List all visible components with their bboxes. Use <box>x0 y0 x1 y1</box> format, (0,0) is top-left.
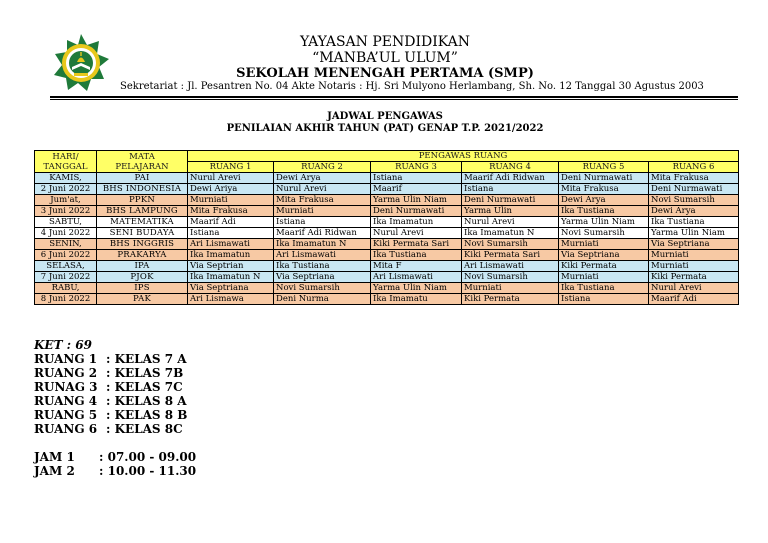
supervisor-cell-room-3: Yarma Ulin Niam <box>371 195 462 206</box>
supervisor-cell-room-5: Yarma Ulin Niam <box>559 217 649 228</box>
header-room-3: RUANG 3 <box>371 162 462 173</box>
header-room-6: RUANG 6 <box>649 162 739 173</box>
table-row <box>35 283 739 294</box>
supervisor-cell-room-4: Ari Lismawati <box>462 261 559 272</box>
table-row <box>35 173 739 184</box>
supervisor-cell-room-3: Ari Lismawati <box>371 272 462 283</box>
supervisor-cell-room-1: Maarif Adi <box>188 217 274 228</box>
supervisor-cell-room-3: Maarif <box>371 184 462 195</box>
supervisor-cell-room-6: Novi Sumarsih <box>649 195 739 206</box>
supervisor-cell-room-5: Murniati <box>559 272 649 283</box>
legend-row <box>34 366 187 380</box>
subject-cell: PJOK <box>97 272 188 283</box>
supervisor-cell-room-5: Novi Sumarsih <box>559 228 649 239</box>
supervisor-cell-room-4: Novi Sumarsih <box>462 272 559 283</box>
legend-row <box>34 394 187 408</box>
table-row <box>35 250 739 261</box>
supervisor-cell-room-3: Yarma Ulin Niam <box>371 283 462 294</box>
supervisor-cell-room-1: Mita Frakusa <box>188 206 274 217</box>
supervisor-cell-room-2: Mita Frakusa <box>274 195 371 206</box>
supervisor-cell-room-5: Ika Tustiana <box>559 206 649 217</box>
time-label: JAM 2 <box>34 464 75 478</box>
day-cell: SABTU, <box>35 217 97 228</box>
school-level: SEKOLAH MENENGAH PERTAMA (SMP) <box>236 66 534 81</box>
supervisor-cell-room-1: Nurul Arevi <box>188 173 274 184</box>
supervisor-cell-room-4: Yarma Ulin <box>462 206 559 217</box>
time-row <box>34 464 196 478</box>
table-row <box>35 228 739 239</box>
supervisor-cell-room-1: Via Septrian <box>188 261 274 272</box>
legend-value: : KELAS 7B <box>106 366 184 380</box>
header-room-1: RUANG 1 <box>188 162 274 173</box>
header-pengawas-ruang: PENGAWAS RUANG <box>188 151 739 162</box>
table-row <box>35 294 739 305</box>
header-day <box>35 151 97 173</box>
legend-value: : KELAS 7 A <box>106 352 187 366</box>
supervisor-cell-room-6: Mita Frakusa <box>649 173 739 184</box>
supervisor-cell-room-2: Deni Nurma <box>274 294 371 305</box>
table-row <box>35 195 739 206</box>
supervisor-cell-room-1: Dewi Ariya <box>188 184 274 195</box>
time-section <box>34 450 196 478</box>
letterhead-rule-thin <box>50 99 738 100</box>
subject-cell: PAK <box>97 294 188 305</box>
schedule-title: JADWAL PENGAWAS <box>327 111 443 122</box>
header-room-2: RUANG 2 <box>274 162 371 173</box>
supervisor-cell-room-4: Kiki Permata Sari <box>462 250 559 261</box>
supervisor-cell-room-2: Murniati <box>274 206 371 217</box>
day-cell: SENIN, <box>35 239 97 250</box>
subject-cell: BHS INGGRIS <box>97 239 188 250</box>
legend-section <box>34 338 187 436</box>
supervisor-cell-room-4: Deni Nurmawati <box>462 195 559 206</box>
schedule-subtitle: PENILAIAN AKHIR TAHUN (PAT) GENAP T.P. 2021/2022 <box>226 123 544 134</box>
time-value: : 07.00 - 09.00 <box>99 450 197 464</box>
supervisor-cell-room-1: Ari Lismawa <box>188 294 274 305</box>
header-subject-line1: MATA <box>129 151 155 162</box>
legend-row <box>34 422 187 436</box>
supervisor-cell-room-3: Nurul Arevi <box>371 228 462 239</box>
supervisor-cell-room-3: Deni Nurmawati <box>371 206 462 217</box>
legend-value: : KELAS 8 B <box>106 408 188 422</box>
subject-cell: MATEMATIKA <box>97 217 188 228</box>
supervisor-cell-room-3: Ika Imamatu <box>371 294 462 305</box>
supervisor-cell-room-3: Istiana <box>371 173 462 184</box>
day-cell: 4 Juni 2022 <box>35 228 97 239</box>
supervisor-cell-room-3: Ika Tustiana <box>371 250 462 261</box>
supervisor-cell-room-2: Ika Tustiana <box>274 261 371 272</box>
header-room-4: RUANG 4 <box>462 162 559 173</box>
supervisor-cell-room-4: Istiana <box>462 184 559 195</box>
org-title: YAYASAN PENDIDIKAN <box>299 34 471 50</box>
day-cell: 8 Juni 2022 <box>35 294 97 305</box>
subject-cell: BHS INDONESIA <box>97 184 188 195</box>
supervisor-cell-room-2: Istiana <box>274 217 371 228</box>
supervisor-cell-room-5: Dewi Arya <box>559 195 649 206</box>
day-cell: 6 Juni 2022 <box>35 250 97 261</box>
supervisor-cell-room-2: Via Septriana <box>274 272 371 283</box>
supervisor-cell-room-4: Ika Imamatun N <box>462 228 559 239</box>
supervisor-cell-room-5: Murniati <box>559 239 649 250</box>
supervisor-cell-room-5: Ika Tustiana <box>559 283 649 294</box>
schedule-body <box>35 173 739 305</box>
legend-value: : KELAS 7C <box>106 380 183 394</box>
supervisor-cell-room-5: Via Septriana <box>559 250 649 261</box>
subject-cell: IPS <box>97 283 188 294</box>
school-name: “MANBA’UL ULUM” <box>312 50 458 66</box>
supervisor-cell-room-5: Kiki Permata <box>559 261 649 272</box>
supervisor-cell-room-1: Ari Lismawati <box>188 239 274 250</box>
header-day-line1: HARI/ <box>52 151 79 162</box>
supervisor-cell-room-2: Ika Imamatun N <box>274 239 371 250</box>
table-row <box>35 184 739 195</box>
supervisor-cell-room-2: Maarif Adi Ridwan <box>274 228 371 239</box>
subject-cell: IPA <box>97 261 188 272</box>
supervisor-cell-room-3: Ika Imamatun <box>371 217 462 228</box>
table-row <box>35 206 739 217</box>
header-subject <box>97 151 188 173</box>
legend-label: RUANG 2 <box>34 366 98 380</box>
supervisor-cell-room-6: Ika Tustiana <box>649 217 739 228</box>
supervisor-cell-room-1: Murniati <box>188 195 274 206</box>
supervisor-cell-room-2: Nurul Arevi <box>274 184 371 195</box>
supervisor-cell-room-1: Istiana <box>188 228 274 239</box>
header-day-line2: TANGGAL <box>43 161 88 172</box>
supervisor-cell-room-6: Deni Nurmawati <box>649 184 739 195</box>
supervisor-cell-room-2: Novi Sumarsih <box>274 283 371 294</box>
supervisor-cell-room-6: Yarma Ulin Niam <box>649 228 739 239</box>
day-cell: 3 Juni 2022 <box>35 206 97 217</box>
supervisor-cell-room-1: Ika Imamatun N <box>188 272 274 283</box>
supervisor-cell-room-2: Dewi Arya <box>274 173 371 184</box>
school-address: Sekretariat : Jl. Pesantren No. 04 Akte Notaris : Hj. Sri Mulyono Herlambang, Sh. No. 12 Tanggal 30 Agustus 2003 <box>120 81 704 92</box>
day-cell: RABU, <box>35 283 97 294</box>
supervisor-cell-room-2: Ari Lismawati <box>274 250 371 261</box>
legend-row <box>34 408 187 422</box>
supervisor-cell-room-4: Maarif Adi Ridwan <box>462 173 559 184</box>
letterhead-rule-thick <box>50 96 738 98</box>
supervisor-cell-room-6: Maarif Adi <box>649 294 739 305</box>
subject-cell: PAI <box>97 173 188 184</box>
table-row <box>35 239 739 250</box>
subject-cell: SENI BUDAYA <box>97 228 188 239</box>
supervisor-cell-room-5: Deni Nurmawati <box>559 173 649 184</box>
supervisor-cell-room-4: Murniati <box>462 283 559 294</box>
day-cell: SELASA, <box>35 261 97 272</box>
supervisor-cell-room-6: Murniati <box>649 261 739 272</box>
supervisor-cell-room-1: Ika Imamatun <box>188 250 274 261</box>
day-cell: 2 Juni 2022 <box>35 184 97 195</box>
day-cell: 7 Juni 2022 <box>35 272 97 283</box>
day-cell: KAMIS, <box>35 173 97 184</box>
supervisor-cell-room-4: Nurul Arevi <box>462 217 559 228</box>
supervisor-cell-room-6: Kiki Permata <box>649 272 739 283</box>
table-row <box>35 261 739 272</box>
table-row <box>35 217 739 228</box>
legend-title: KET : 69 <box>34 338 92 352</box>
legend-value: : KELAS 8 A <box>106 394 187 408</box>
time-value: : 10.00 - 11.30 <box>99 464 197 478</box>
supervisor-cell-room-6: Murniati <box>649 250 739 261</box>
header-room-5: RUANG 5 <box>559 162 649 173</box>
subject-cell: BHS LAMPUNG <box>97 206 188 217</box>
subject-cell: PRAKARYA <box>97 250 188 261</box>
supervisor-schedule-table <box>34 150 739 305</box>
supervisor-cell-room-4: Novi Sumarsih <box>462 239 559 250</box>
supervisor-cell-room-6: Nurul Arevi <box>649 283 739 294</box>
legend-row <box>34 380 187 394</box>
supervisor-cell-room-6: Via Septriana <box>649 239 739 250</box>
header-subject-line2: PELAJARAN <box>115 161 169 172</box>
supervisor-cell-room-1: Via Septriana <box>188 283 274 294</box>
supervisor-cell-room-3: Mita F <box>371 261 462 272</box>
time-row <box>34 450 196 464</box>
subject-cell: PPKN <box>97 195 188 206</box>
supervisor-cell-room-5: Istiana <box>559 294 649 305</box>
legend-label: RUANG 1 <box>34 352 98 366</box>
school-logo <box>51 33 111 93</box>
legend-label: RUNAG 3 <box>34 380 98 394</box>
legend-label: RUANG 4 <box>34 394 98 408</box>
supervisor-cell-room-6: Dewi Arya <box>649 206 739 217</box>
supervisor-cell-room-4: Kiki Permata <box>462 294 559 305</box>
legend-label: RUANG 6 <box>34 422 98 436</box>
time-label: JAM 1 <box>34 450 75 464</box>
day-cell: Jum'at, <box>35 195 97 206</box>
supervisor-cell-room-5: Mita Frakusa <box>559 184 649 195</box>
legend-row <box>34 352 187 366</box>
supervisor-cell-room-3: Kiki Permata Sari <box>371 239 462 250</box>
legend-label: RUANG 5 <box>34 408 98 422</box>
logo-banner <box>74 73 88 76</box>
table-row <box>35 272 739 283</box>
legend-value: : KELAS 8C <box>106 422 183 436</box>
